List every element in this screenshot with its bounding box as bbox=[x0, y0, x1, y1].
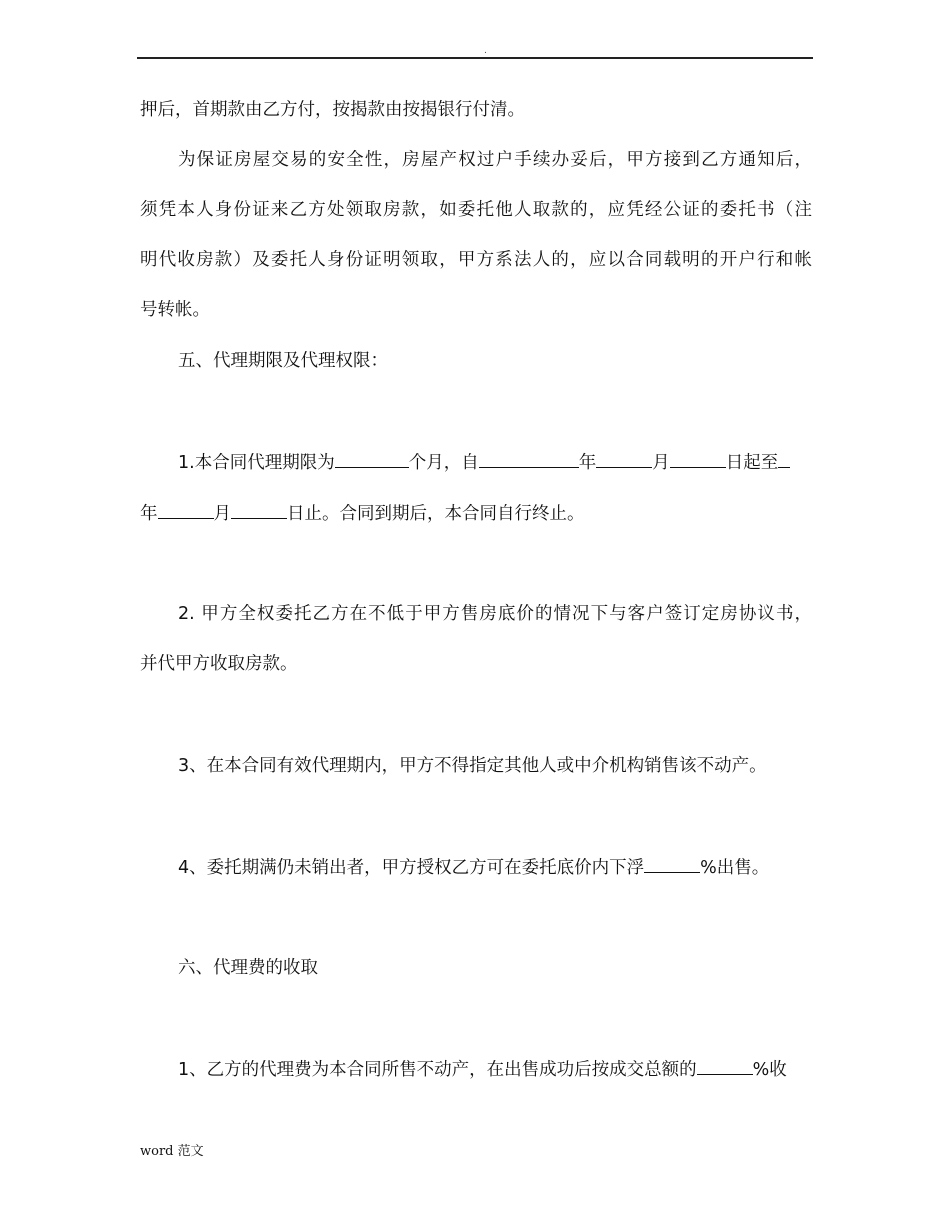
blank-end-year bbox=[778, 450, 790, 468]
item-5-1-text: 月 bbox=[213, 504, 231, 524]
item-5-1-line-1 bbox=[178, 450, 812, 475]
blank-start-year bbox=[479, 450, 579, 468]
header-rule bbox=[137, 57, 813, 59]
paragraph-security-line-2: 须凭本人身份证来乙方处领取房款，如委托他人取款的，应凭经公证的委托书（注 bbox=[140, 200, 812, 220]
item-5-1-text: 年 bbox=[140, 504, 158, 524]
item-5-1-line-2 bbox=[140, 501, 812, 526]
item-5-1-text: 月 bbox=[652, 453, 670, 473]
item-5-4 bbox=[178, 855, 812, 880]
blank-months bbox=[335, 450, 409, 468]
item-5-4-text: 4、委托期满仍未销出者，甲方授权乙方可在委托底价内下浮 bbox=[178, 858, 645, 878]
item-6-1-text: 1、乙方的代理费为本合同所售不动产，在出售成功后按成交总额的 bbox=[178, 1060, 697, 1080]
item-5-2-line-2: 并代甲方收取房款。 bbox=[140, 654, 298, 674]
footer-label: word 范文 bbox=[140, 1144, 204, 1159]
blank-start-month bbox=[596, 450, 652, 468]
item-6-1 bbox=[178, 1057, 812, 1082]
blank-start-day bbox=[670, 450, 726, 468]
blank-discount-percent bbox=[644, 855, 700, 873]
paragraph-security-line-4: 号转帐。 bbox=[140, 300, 210, 320]
item-5-1-text: 日起至 bbox=[725, 453, 779, 473]
paragraph-security-line-1: 为保证房屋交易的安全性，房屋产权过户手续办妥后，甲方接到乙方通知后， bbox=[178, 150, 812, 170]
header-dot: . bbox=[484, 46, 487, 56]
section-5-heading: 五、代理期限及代理权限： bbox=[178, 351, 388, 371]
section-6-heading: 六、代理费的收取 bbox=[178, 958, 318, 978]
item-5-2-line-1: 2. 甲方全权委托乙方在不低于甲方售房底价的情况下与客户签订定房协议书， bbox=[178, 604, 812, 624]
item-5-1-text: 个月，自 bbox=[408, 453, 479, 473]
paragraph-continuation: 押后，首期款由乙方付，按揭款由按揭银行付清。 bbox=[140, 100, 525, 120]
paragraph-security-line-3: 明代收房款）及委托人身份证明领取，甲方系法人的，应以合同载明的开户行和帐 bbox=[140, 250, 812, 270]
item-6-1-text: %收 bbox=[752, 1060, 787, 1080]
blank-commission-percent bbox=[697, 1057, 753, 1075]
item-5-1-text: 1.本合同代理期限为 bbox=[178, 453, 335, 473]
blank-end-day bbox=[231, 501, 287, 519]
item-5-4-text: %出售。 bbox=[700, 858, 770, 878]
item-5-1-text: 日止。合同到期后，本合同自行终止。 bbox=[287, 504, 585, 524]
item-5-1-text: 年 bbox=[578, 453, 597, 473]
item-5-3: 3、在本合同有效代理期内，甲方不得指定其他人或中介机构销售该不动产。 bbox=[178, 756, 767, 776]
blank-end-month bbox=[158, 501, 214, 519]
